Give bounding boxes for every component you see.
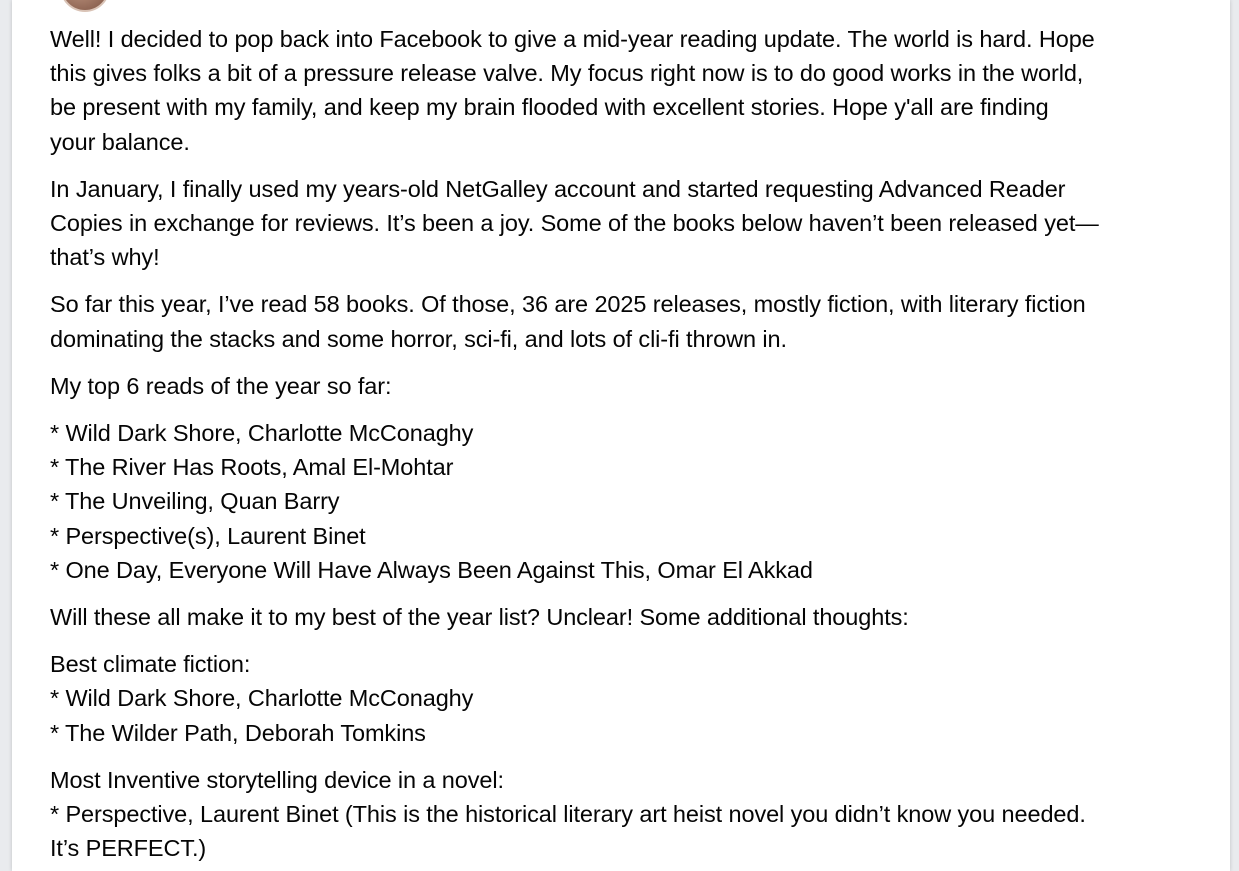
paragraph-intro xyxy=(50,22,1220,159)
text-line: Well! I decided to pop back into Facebook to give a mid-year reading update. The world is hard. Hope xyxy=(50,26,1095,52)
list-item: * One Day, Everyone Will Have Always Been Against This, Omar El Akkad xyxy=(50,556,813,583)
author-avatar[interactable] xyxy=(60,0,110,12)
list-item: * Perspective(s), Laurent Binet xyxy=(50,522,366,549)
paragraph-top-reads-heading xyxy=(50,369,1220,403)
text-line: that’s why! xyxy=(50,244,160,271)
text-line: In January, I finally used my years-old NetGalley account and started requesting Advanced Reader xyxy=(50,175,1066,202)
text-line: be present with my family, and keep my brain flooded with excellent stories. Hope y'all are finding xyxy=(50,94,1049,121)
post-card xyxy=(12,0,1230,871)
text-line: Will these all make it to my best of the year list? Unclear! Some additional thoughts: xyxy=(50,604,909,631)
text-line: this gives folks a bit of a pressure release valve. My focus right now is to do good works in the world, xyxy=(50,60,1084,87)
list-item: * Wild Dark Shore, Charlotte McConaghy xyxy=(50,420,474,447)
list-heading: Most Inventive storytelling device in a novel: xyxy=(50,766,504,793)
list-heading: Best climate fiction: xyxy=(50,651,251,678)
list-item: * Wild Dark Shore, Charlotte McConaghy xyxy=(50,685,474,712)
list-top-reads xyxy=(50,416,1220,587)
text-line: So far this year, I’ve read 58 books. Of those, 36 are 2025 releases, mostly fiction, with literary fiction xyxy=(50,291,1086,318)
post-body xyxy=(50,22,1220,871)
paragraph-netgalley xyxy=(50,172,1220,275)
list-climate-fiction xyxy=(50,647,1220,750)
paragraph-stats xyxy=(50,287,1220,355)
text-line: Copies in exchange for reviews. It’s been a joy. Some of the books below haven’t been released yet— xyxy=(50,210,1099,237)
list-item: * The Wilder Path, Deborah Tomkins xyxy=(50,719,426,746)
text-line: It’s PERFECT.) xyxy=(50,835,207,862)
list-inventive-device xyxy=(50,763,1220,866)
paragraph-thoughts xyxy=(50,600,1220,634)
text-line: your balance. xyxy=(50,128,190,155)
text-line: dominating the stacks and some horror, sci-fi, and lots of cli-fi thrown in. xyxy=(50,325,787,352)
list-item: * The River Has Roots, Amal El-Mohtar xyxy=(50,454,454,481)
list-item: * The Unveiling, Quan Barry xyxy=(50,488,340,515)
text-line: My top 6 reads of the year so far: xyxy=(50,372,392,399)
list-item: * Perspective, Laurent Binet (This is the historical literary art heist novel you didn’t know you needed. xyxy=(50,801,1086,828)
